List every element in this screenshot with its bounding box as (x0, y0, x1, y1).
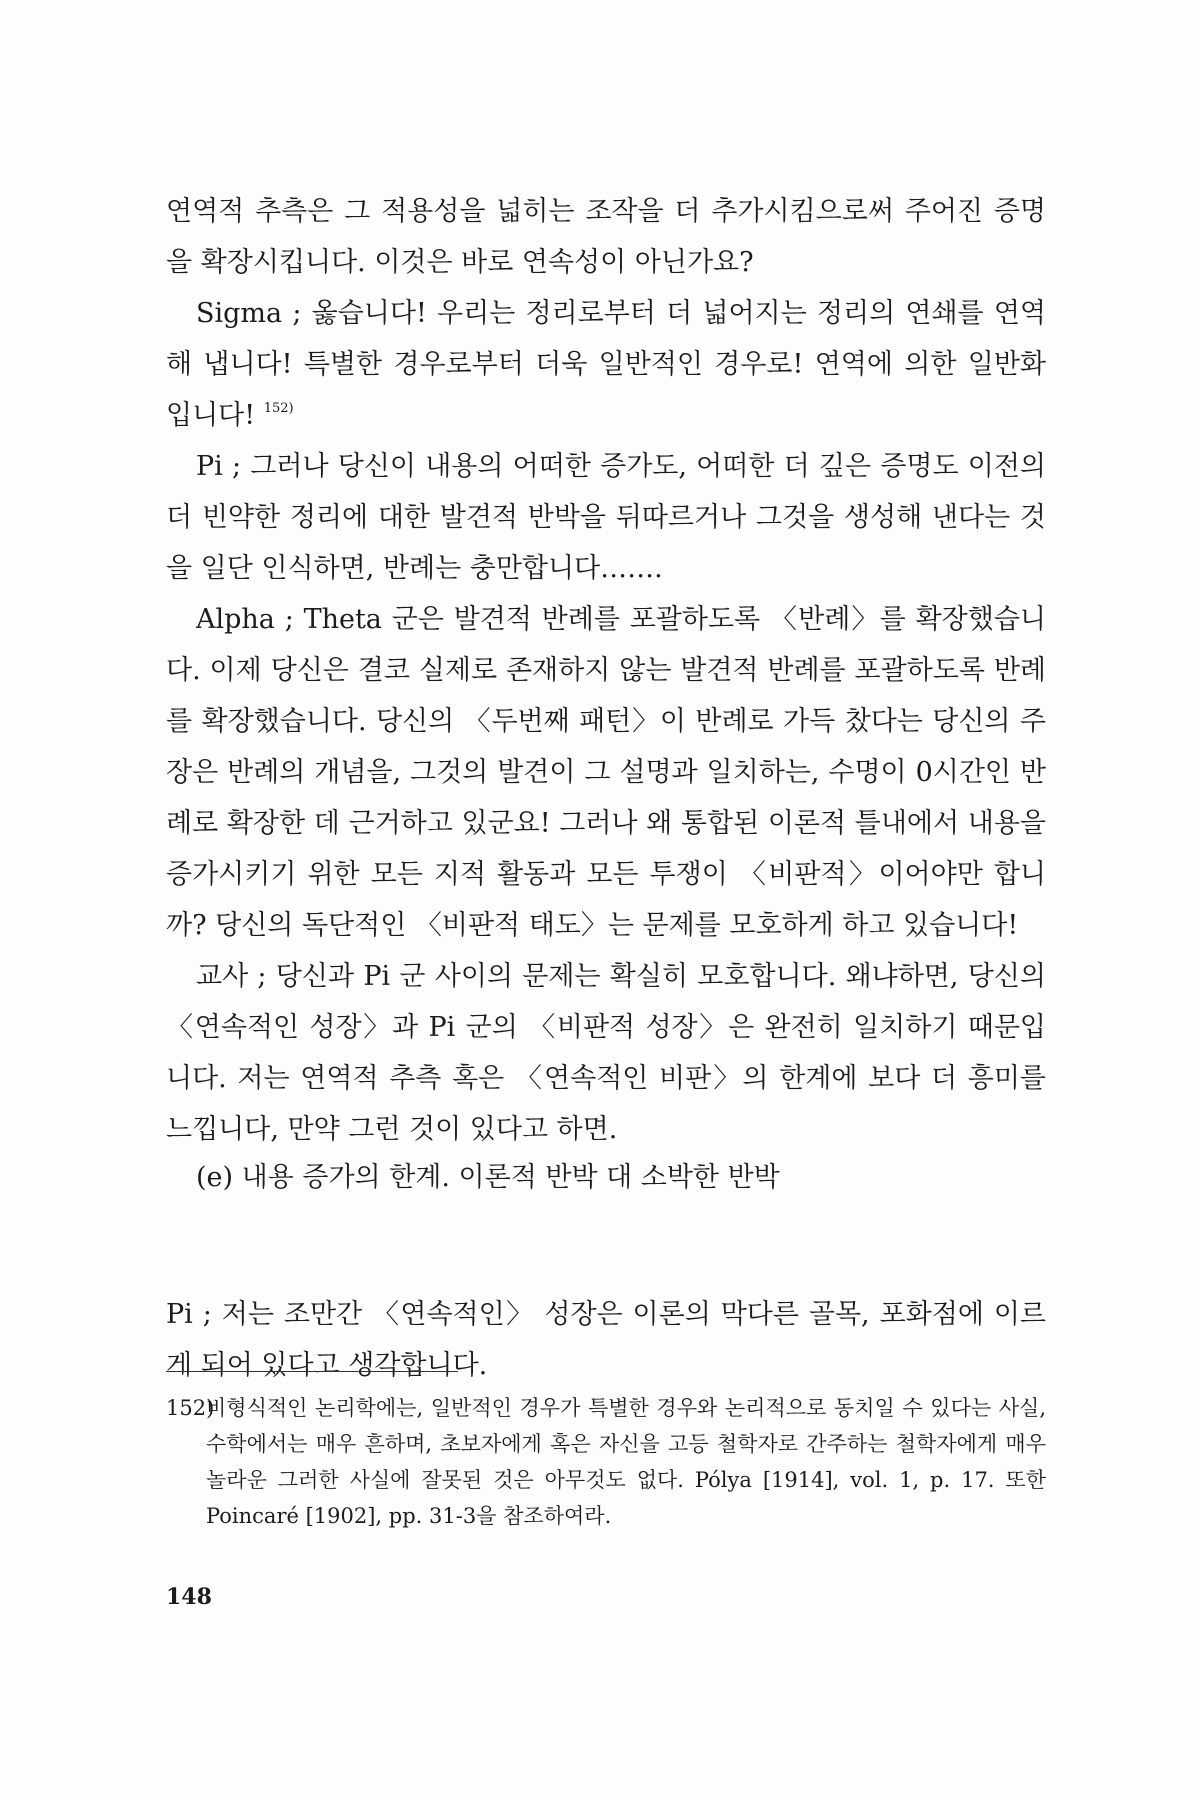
footnote (166, 1390, 1046, 1534)
footnote-number: 152) (166, 1396, 215, 1420)
paragraph-5: 교사 ; 당신과 Pi 군 사이의 문제는 확실히 모호합니다. 왜냐하면, 당신의 〈연속적인 성장〉과 Pi 군의 〈비판적 성장〉은 완전히 일치하기 때문입니다. 저는 연역적 추측 혹은 〈연속적인 비판〉의 한계에 보다 더 흥미를 느낍니다, 만약 그런 것이 있다고 하면. (166, 961, 1046, 1145)
footnote-reference[interactable]: 152) (263, 401, 294, 416)
footnote-divider (166, 1371, 458, 1372)
page-number: 148 (166, 1584, 212, 1610)
paragraph-1: 연역적 추측은 그 적용성을 넓히는 조작을 더 추가시킴으로써 주어진 증명을 확장시킵니다. 이것은 바로 연속성이 아닌가요? (166, 196, 1046, 278)
body-text (166, 186, 1046, 1155)
footnote-text: 비형식적인 논리학에는, 일반적인 경우가 특별한 경우와 논리적으로 동치일 수 있다는 사실, 수학에서는 매우 흔하며, 초보자에게 혹은 자신을 고등 철학자로 간주하는 철학자에게 매우 놀라운 그러한 사실에 잘못된 것은 아무것도 없다. Pólya [1914], vol. 1, p. 17. 또한 Poincaré [1902], pp. 31-3을 참조하여라. (206, 1396, 1046, 1528)
section-heading: (e) 내용 증가의 한계. 이론적 반박 대 소박한 반박 (196, 1162, 780, 1193)
paragraph-2-text: Sigma ; 옳습니다! 우리는 정리로부터 더 넓어지는 정리의 연쇄를 연역해 냅니다! 특별한 경우로부터 더욱 일반적인 경우로! 연역에 의한 일반화입니다! (166, 298, 1046, 431)
paragraph-2 (166, 288, 1046, 441)
paragraph-after-heading: Pi ; 저는 조만간 〈연속적인〉 성장은 이론의 막다른 골목, 포화점에 이르게 되어 있다고 생각합니다. (166, 1299, 1046, 1381)
paragraph-4: Alpha ; Theta 군은 발견적 반례를 포괄하도록 〈반례〉를 확장했습니다. 이제 당신은 결코 실제로 존재하지 않는 발견적 반례를 포괄하도록 반례를 확장했습니다. 당신의 〈두번째 패턴〉이 반례로 가득 찼다는 당신의 주장은 반례의 개념을, 그것의 발견이 그 설명과 일치하는, 수명이 0시간인 반례로 확장한 데 근거하고 있군요! 그러나 왜 통합된 이론적 틀내에서 내용을 증가시키기 위한 모든 지적 활동과 모든 투쟁이 〈비판적〉이어야만 합니까? 당신의 독단적인 〈비판적 태도〉는 문제를 모호하게 하고 있습니다! (166, 604, 1046, 941)
paragraph-3: Pi ; 그러나 당신이 내용의 어떠한 증가도, 어떠한 더 깊은 증명도 이전의 더 빈약한 정리에 대한 발견적 반박을 뒤따르거나 그것을 생성해 낸다는 것을 일단 인식하면, 반례는 충만합니다……. (166, 451, 1046, 584)
